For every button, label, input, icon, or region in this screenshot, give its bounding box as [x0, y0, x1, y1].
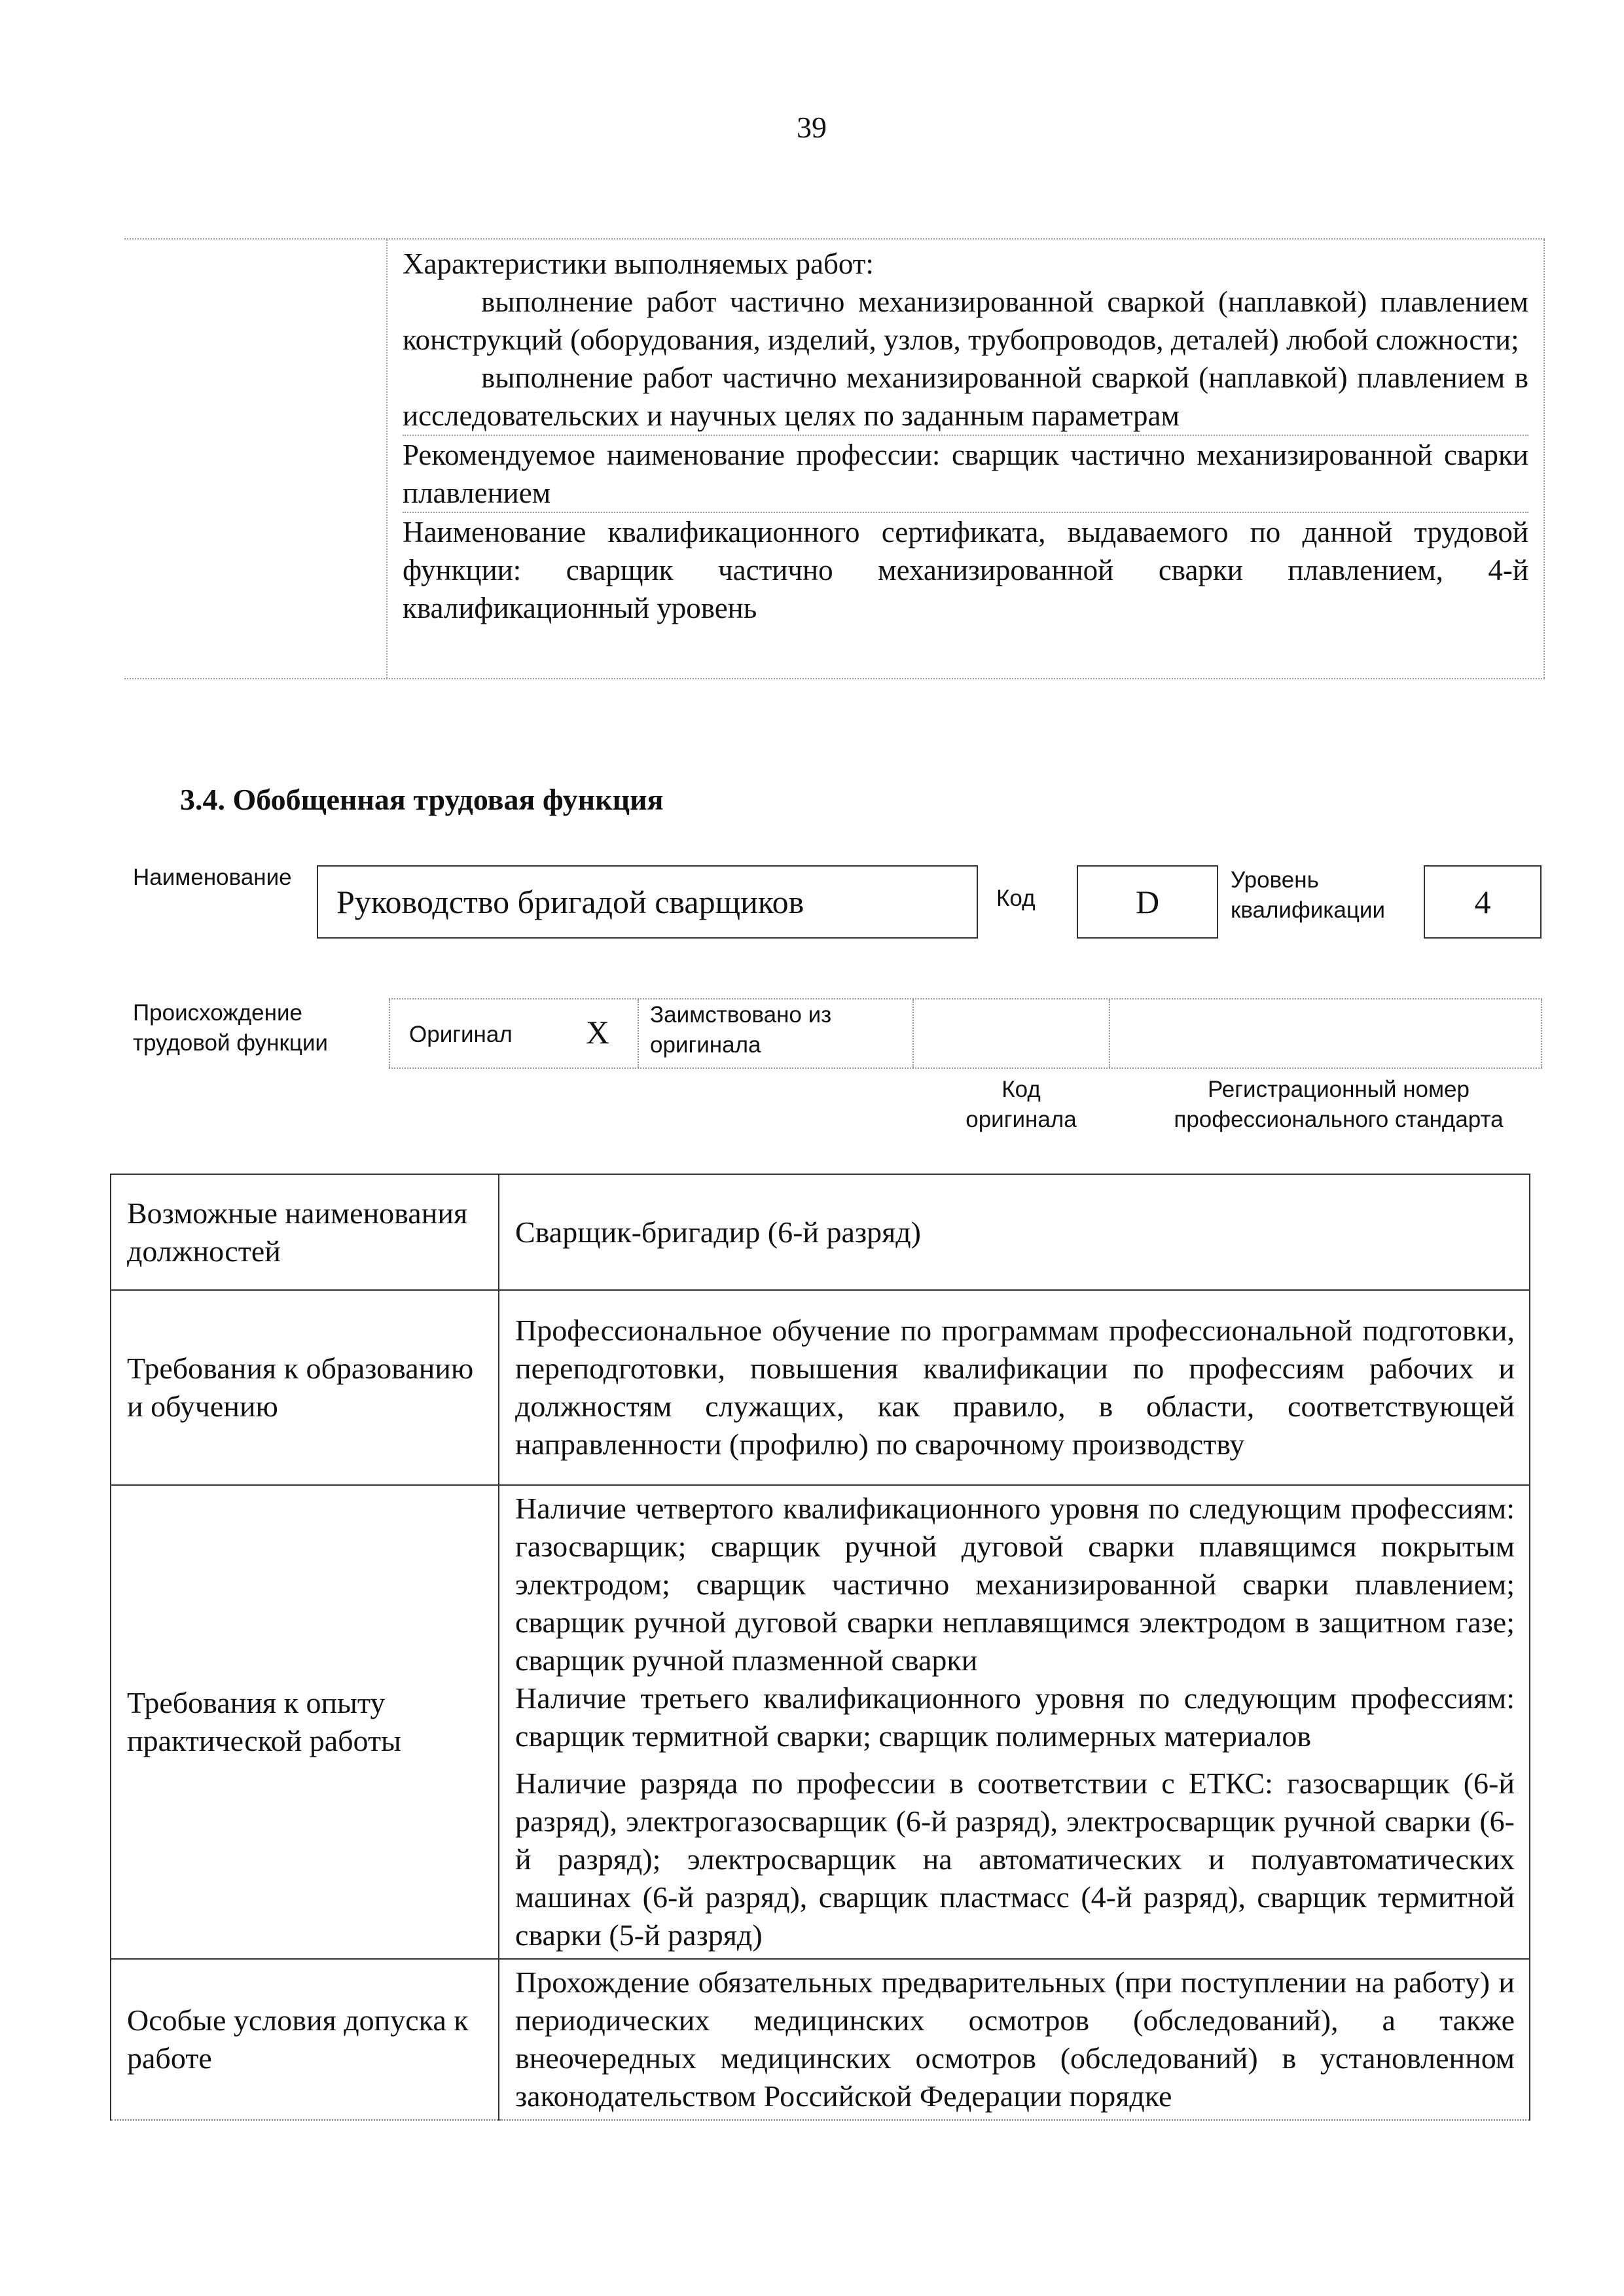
- certificate-name: Наименование квалификационного сертификата, выдаваемого по данной трудовой функции: сварщик частично механизированной сварки плавлением, 4-й квалификационный уровень: [403, 512, 1528, 627]
- experience-value: [499, 1485, 1530, 1959]
- table-row: [111, 1485, 1530, 1959]
- experience-paragraph: Наличие разряда по профессии в соответствии с ЕТКС: газосварщик (6-й разряд), электрогазосварщик (6-й разряд), электросварщик ручной сварки (6-й разряд); электросварщик на автоматических и полуавтоматических машинах (6-й разряд), сварщик пластмасс (4-й разряд), сварщик термитной сварки (5-й разряд): [515, 1767, 1515, 1952]
- positions-value: Сварщик-бригадир (6-й разряд): [499, 1174, 1530, 1290]
- characteristics-title: Характеристики выполняемых работ:: [403, 247, 874, 280]
- page-number: 39: [797, 111, 827, 144]
- experience-paragraph: Наличие четвертого квалификационного уровня по следующим профессиям: газосварщик; сварщик ручной дуговой сварки плавящимся покрытым электродом; сварщик частично механизированной сварки плавлением; сварщик ручной дуговой сварки неплавящимся электродом в защитном газе; сварщик ручной плазменной сварки: [515, 1492, 1515, 1677]
- education-value: Профессиональное обучение по программам профессиональной подготовки, переподготовки, повышения квалификации по профессиям рабочих и должностям служащих, как правило, в области, соответствующей направленности (профилю) по сварочному производству: [499, 1290, 1530, 1485]
- original-label: Оригинал: [409, 1022, 513, 1047]
- recommended-profession: Рекомендуемое наименование профессии: сварщик частично механизированной сварки плавлением: [403, 435, 1528, 512]
- table-row: [111, 1959, 1530, 2120]
- education-label: Требования к образованию и обучению: [111, 1290, 499, 1485]
- section-heading: 3.4. Обобщенная трудовая функция: [180, 783, 664, 816]
- code-label: Код: [996, 886, 1036, 911]
- experience-paragraph: Наличие третьего квалификационного уровня по следующим профессиям: сварщик термитной сварки; сварщик полимерных материалов: [515, 1681, 1515, 1753]
- special-conditions-value: Прохождение обязательных предварительных (при поступлении на работу) и периодических медицинских осмотров (обследований), а также внеочередных медицинских осмотров (обследований) в установленном законодательством Российской Федерации порядке: [499, 1959, 1530, 2120]
- level-value: 4: [1424, 865, 1542, 939]
- borrowed-label: Заимствовано из оригинала: [650, 1002, 832, 1058]
- code-original-caption: Код оригинала: [965, 1077, 1077, 1132]
- name-value: Руководство бригадой сварщиков: [317, 865, 978, 939]
- experience-label: Требования к опыту практической работы: [111, 1485, 499, 1959]
- special-conditions-label: Особые условия допуска к работе: [111, 1959, 499, 2120]
- name-label: Наименование: [133, 865, 292, 890]
- origin-label: Происхождение трудовой функции: [133, 1000, 328, 1056]
- origin-row: [389, 998, 1542, 1069]
- positions-label: Возможные наименования должностей: [111, 1174, 499, 1290]
- level-label: Уровень квалификации: [1231, 867, 1385, 923]
- continuation-table: [124, 238, 1545, 679]
- requirements-table: [110, 1174, 1530, 2121]
- characteristics-item: выполнение работ частично механизированной сваркой (наплавкой) плавлением конструкций (оборудования, изделий, узлов, трубопроводов, деталей) любой сложности;: [403, 285, 1528, 356]
- table-row: [111, 1290, 1530, 1485]
- reg-number-caption: Регистрационный номер профессионального стандарта: [1174, 1077, 1504, 1132]
- characteristics-item: выполнение работ частично механизированной сваркой (наплавкой) плавлением в исследовательских и научных целях по заданным параметрам: [403, 361, 1528, 432]
- continuation-content: [403, 245, 1528, 627]
- original-mark: X: [586, 1014, 610, 1050]
- code-value: D: [1077, 865, 1218, 939]
- table-row: [111, 1174, 1530, 1290]
